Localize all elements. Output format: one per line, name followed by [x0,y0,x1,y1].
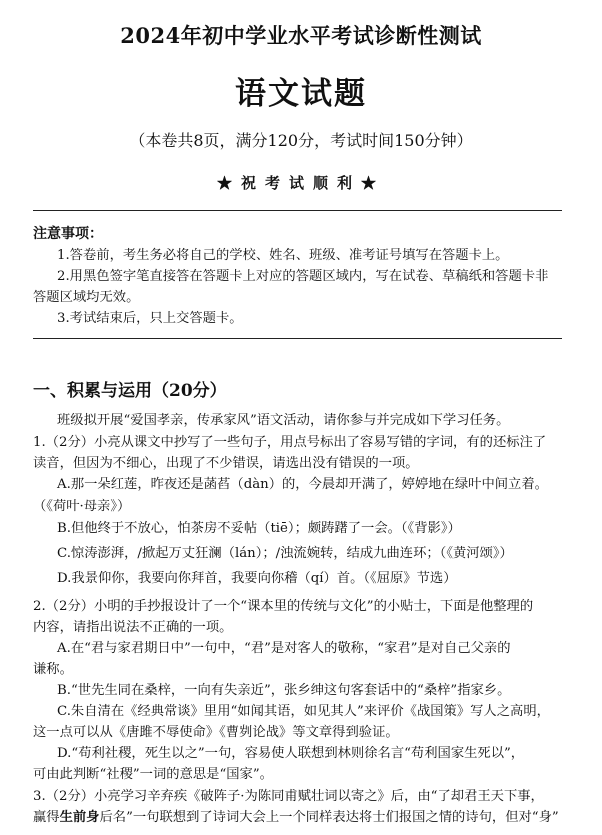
question-1-option-d: D.我景仰你，我要向你拜首，我要向你稽（qí）首。（《屈原》节选） [57,571,457,586]
question-1-option-a: A.那一朵红莲，昨夜还是菡萏（dàn）的，今晨却开满了，婷婷地在绿叶中间立着。 [57,477,548,492]
question-1-stem: 1.（2分）小亮从课文中抄写了一些句子，用点号标出了容易写错的字词，有的还标注了 [33,435,547,450]
subject-title: 语文试题 [235,76,367,112]
question-2-option-d: 可由此判断“社稷”一词的意思是“国家”。 [33,767,273,782]
exam-title: 2024年初中学业水平考试诊断性测试 [120,23,482,48]
notice-line: 答题区域均无效。 [33,290,140,305]
exam-info: （本卷共8页，满分120分，考试时间150分钟） [129,131,473,150]
notice-line: 1.答卷前，考生务必将自己的学校、姓名、班级、准考证号填写在答题卡上。 [57,248,509,263]
question-2-option-d: D.“苟利社稷，死生以之”一句，容易使人联想到林则徐名言“苟利国家生死以”， [57,746,525,761]
section-intro: 班级拟开展“爱国孝亲，传承家风”语文活动，请你参与并完成如下学习任务。 [57,413,510,428]
question-2-option-c: 这一点可以从《唐雎不辱使命》《曹刿论战》等文章得到验证。 [33,725,399,740]
divider-bottom [33,338,562,339]
q3-text: 赢得 [33,810,60,825]
question-1-stem: 读音，但因为不细心，出现了不少错误，请选出没有错误的一项。 [33,456,419,471]
notice-title: 注意事项： [33,226,103,242]
notice-line: 2.用黑色签字笔直接答在答题卡上对应的答题区域内，写在试卷、草稿纸和答题卡非 [57,269,549,284]
question-2-stem: 内容，请指出说法不正确的一项。 [33,620,233,635]
q3-emphasis: 生前身 [59,810,100,825]
question-2-stem: 2.（2分）小明的手抄报设计了一个“课本里的传统与文化”的小贴士，下面是他整理的 [33,599,534,614]
section-heading: 一、积累与运用（20分） [33,381,227,401]
q3-text: 后名”一句联想到了诗词大会上一个同样表达将士们报国之情的诗句，但对“身” [99,810,559,825]
good-luck-banner: ★祝考试顺利★ [216,174,385,192]
question-2-option-b: B.“世先生同在桑梓，一向有失亲近”，张乡绅这句客套话中的“桑梓”指家乡。 [57,683,511,698]
question-2-option-a: 谦称。 [33,662,73,677]
question-1-option-b: B.但他终于不放心，怕茶房不妥帖（tiē）；颇踌躇了一会。（《背影》） [57,521,461,536]
question-1-option-a: （《荷叶·母亲》） [33,499,131,514]
question-3-stem [33,807,559,828]
divider-top [33,210,562,211]
question-2-option-c: C.朱自清在《经典常谈》里用“如闻其语，如见其人”来评价《战国策》写人之高明， [57,704,550,719]
notice-line: 3.考试结束后，只上交答题卡。 [57,311,243,326]
question-1-option-c: C.惊涛澎湃，/掀起万丈狂澜（lán）；/浊流婉转，结成九曲连环；（《黄河颂》） [57,546,513,561]
question-3-stem: 3.（2分）小亮学习辛弃疾《破阵子·为陈同甫赋壮词以寄之》后，由“了却君王天下事， [33,789,544,804]
question-2-option-a: A.在“君与家君期日中”一句中，“君”是对客人的敬称，“家君”是对自己父亲的 [57,641,511,656]
